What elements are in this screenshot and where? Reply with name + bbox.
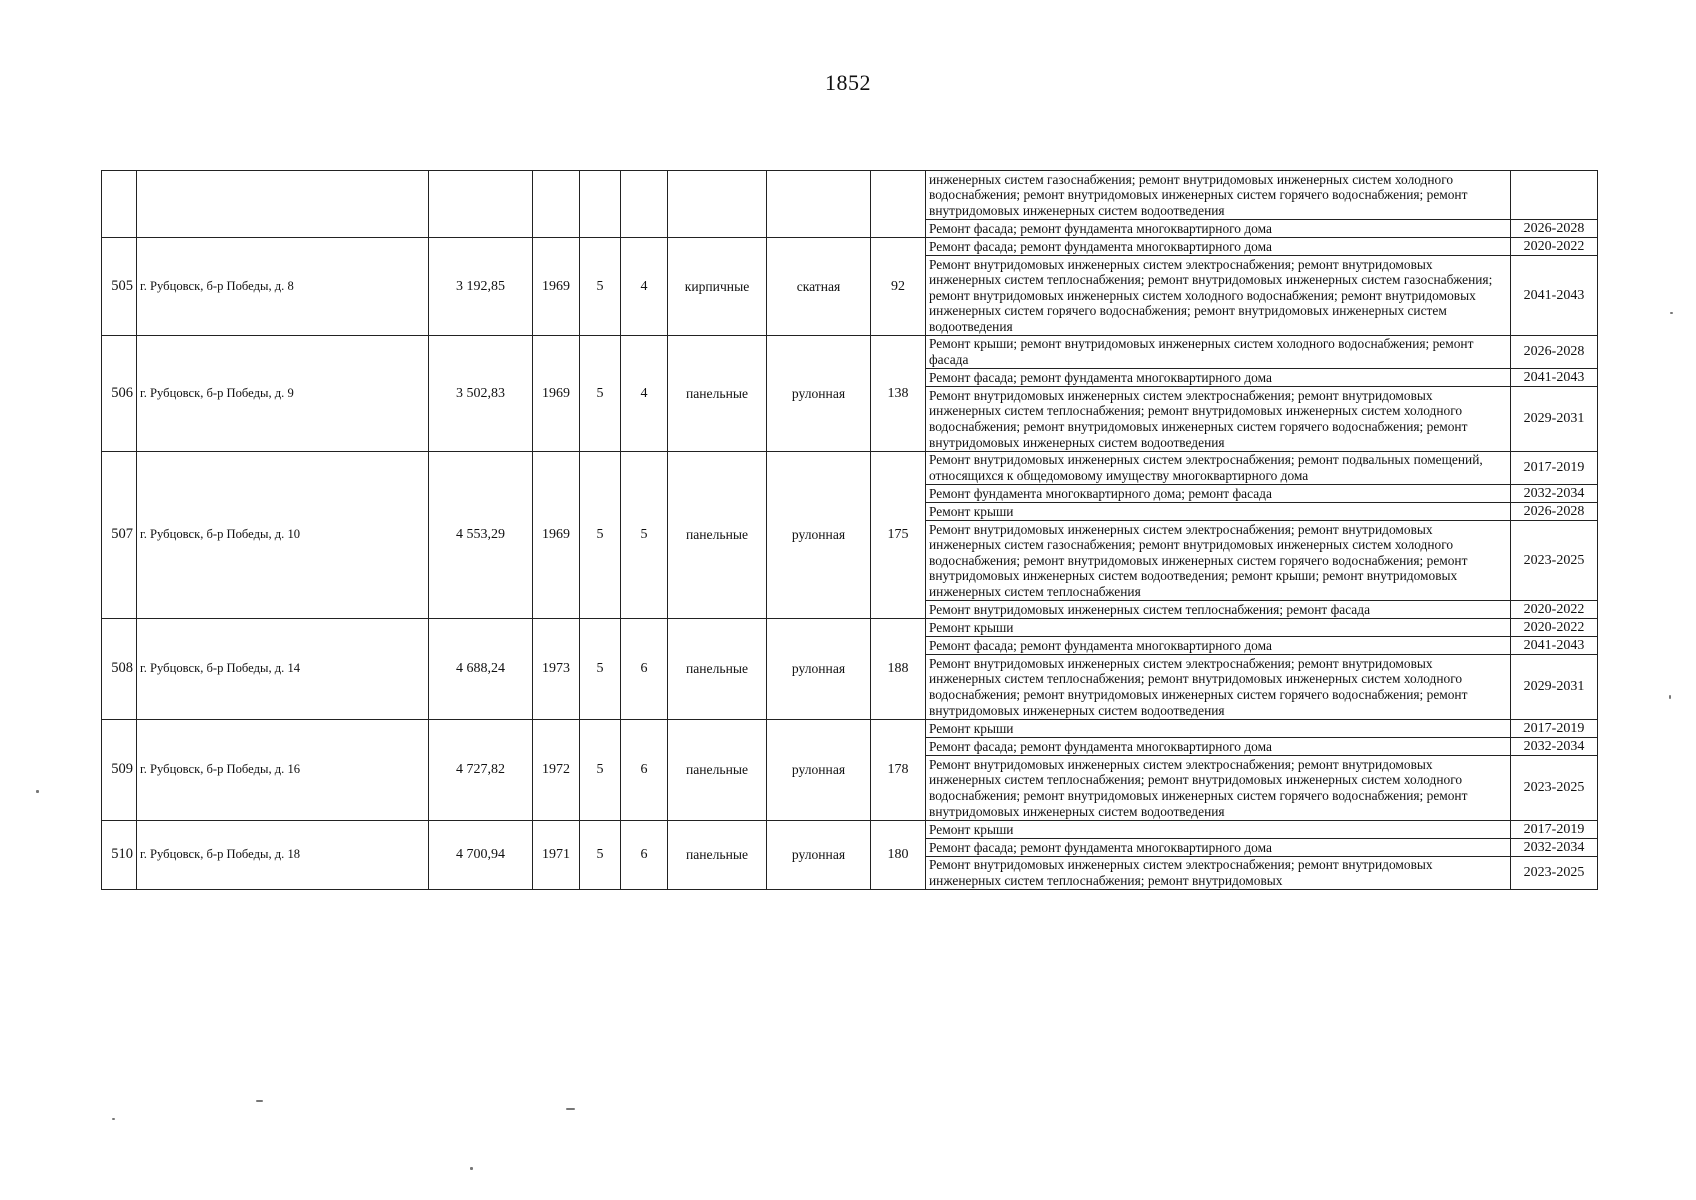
entrances-cell: 6 <box>621 619 668 720</box>
works-cell: Ремонт внутридомовых инженерных систем электроснабжения; ремонт внутридомовых инженерных систем теплоснабжения; ремонт внутридомовых инженерных систем холодного водоснабжения; ремонт внутридомовых инженерных систем горячего водоснабжения; ремонт внутридомовых инженерных систем водоотведения <box>926 655 1511 720</box>
floors-cell: 5 <box>580 720 621 821</box>
residents-cell: 175 <box>871 452 926 619</box>
address-cell: г. Рубцовск, б-р Победы, д. 14 <box>137 619 429 720</box>
table-row <box>102 171 1598 220</box>
year-cell: 1973 <box>533 619 580 720</box>
works-cell: Ремонт внутридомовых инженерных систем электроснабжения; ремонт внутридомовых инженерных систем теплоснабжения; ремонт внутридомовых инженерных систем газоснабжения; ремонт внутридомовых инженерных систем холодного водоснабжения; ремонт внутридомовых инженерных систем горячего водоснабжения; ремонт внутридомовых инженерных систем водоотведения <box>926 256 1511 336</box>
year-cell: 1971 <box>533 821 580 890</box>
works-cell: Ремонт внутридомовых инженерных систем электроснабжения; ремонт подвальных помещений, относящихся к общедомовому имуществу многоквартирного дома <box>926 452 1511 485</box>
table-row <box>102 452 1598 485</box>
year-cell: 1969 <box>533 238 580 336</box>
row-number: 509 <box>102 720 137 821</box>
table-row <box>102 821 1598 839</box>
wall-material-cell: панельные <box>668 720 767 821</box>
area-cell: 4 700,94 <box>429 821 533 890</box>
entrances-cell: 4 <box>621 238 668 336</box>
works-cell: Ремонт крыши <box>926 821 1511 839</box>
period-cell: 2032-2034 <box>1511 839 1598 857</box>
period-cell: 2023-2025 <box>1511 756 1598 821</box>
empty-cell <box>871 171 926 238</box>
period-cell: 2026-2028 <box>1511 336 1598 369</box>
entrances-cell: 4 <box>621 336 668 452</box>
empty-cell <box>102 171 137 238</box>
row-number: 507 <box>102 452 137 619</box>
works-cell: инженерных систем газоснабжения; ремонт внутридомовых инженерных систем холодного водоснабжения; ремонт внутридомовых инженерных систем горячего водоснабжения; ремонт внутридомовых инженерных систем водоотведения <box>926 171 1511 220</box>
wall-material-cell: панельные <box>668 452 767 619</box>
period-cell: 2041-2043 <box>1511 637 1598 655</box>
address-cell: г. Рубцовск, б-р Победы, д. 9 <box>137 336 429 452</box>
period-cell: 2020-2022 <box>1511 619 1598 637</box>
page-number: 1852 <box>825 70 871 95</box>
scan-speck <box>112 1118 115 1120</box>
table-row <box>102 238 1598 256</box>
works-cell: Ремонт крыши <box>926 720 1511 738</box>
area-cell: 4 688,24 <box>429 619 533 720</box>
works-cell: Ремонт внутридомовых инженерных систем электроснабжения; ремонт внутридомовых инженерных систем теплоснабжения; ремонт внутридомовых инженерных систем холодного водоснабжения; ремонт внутридомовых инженерных систем горячего водоснабжения; ремонт внутридомовых инженерных систем водоотведения <box>926 387 1511 452</box>
wall-material-cell: панельные <box>668 821 767 890</box>
period-cell: 2020-2022 <box>1511 238 1598 256</box>
residents-cell: 92 <box>871 238 926 336</box>
scan-speck <box>566 1108 575 1110</box>
wall-material-cell: панельные <box>668 619 767 720</box>
scan-speck <box>470 1167 473 1170</box>
area-cell: 4 553,29 <box>429 452 533 619</box>
area-cell: 3 502,83 <box>429 336 533 452</box>
address-cell: г. Рубцовск, б-р Победы, д. 16 <box>137 720 429 821</box>
year-cell: 1969 <box>533 336 580 452</box>
empty-cell <box>137 171 429 238</box>
scan-speck <box>256 1100 263 1102</box>
works-cell: Ремонт внутридомовых инженерных систем электроснабжения; ремонт внутридомовых инженерных систем теплоснабжения; ремонт внутридомовых <box>926 857 1511 890</box>
period-cell: 2029-2031 <box>1511 387 1598 452</box>
roof-type-cell: рулонная <box>767 452 871 619</box>
entrances-cell: 6 <box>621 821 668 890</box>
period-cell: 2032-2034 <box>1511 485 1598 503</box>
period-cell: 2026-2028 <box>1511 220 1598 238</box>
residents-cell: 180 <box>871 821 926 890</box>
floors-cell: 5 <box>580 336 621 452</box>
area-cell: 3 192,85 <box>429 238 533 336</box>
address-cell: г. Рубцовск, б-р Победы, д. 18 <box>137 821 429 890</box>
area-cell: 4 727,82 <box>429 720 533 821</box>
wall-material-cell: панельные <box>668 336 767 452</box>
floors-cell: 5 <box>580 619 621 720</box>
empty-cell <box>429 171 533 238</box>
works-cell: Ремонт фасада; ремонт фундамента многоквартирного дома <box>926 369 1511 387</box>
residents-cell: 188 <box>871 619 926 720</box>
empty-cell <box>580 171 621 238</box>
row-number: 510 <box>102 821 137 890</box>
year-cell: 1972 <box>533 720 580 821</box>
roof-type-cell: рулонная <box>767 619 871 720</box>
roof-type-cell: рулонная <box>767 821 871 890</box>
address-cell: г. Рубцовск, б-р Победы, д. 8 <box>137 238 429 336</box>
period-cell: 2020-2022 <box>1511 601 1598 619</box>
works-cell: Ремонт фасада; ремонт фундамента многоквартирного дома <box>926 839 1511 857</box>
works-cell: Ремонт фасада; ремонт фундамента многоквартирного дома <box>926 220 1511 238</box>
works-cell: Ремонт фасада; ремонт фундамента многоквартирного дома <box>926 238 1511 256</box>
period-cell: 2023-2025 <box>1511 857 1598 890</box>
row-number: 506 <box>102 336 137 452</box>
works-cell: Ремонт внутридомовых инженерных систем теплоснабжения; ремонт фасада <box>926 601 1511 619</box>
roof-type-cell: рулонная <box>767 336 871 452</box>
table-row <box>102 619 1598 637</box>
period-cell: 2041-2043 <box>1511 369 1598 387</box>
period-cell: 2017-2019 <box>1511 452 1598 485</box>
residents-cell: 178 <box>871 720 926 821</box>
works-cell: Ремонт внутридомовых инженерных систем электроснабжения; ремонт внутридомовых инженерных систем теплоснабжения; ремонт внутридомовых инженерных систем холодного водоснабжения; ремонт внутридомовых инженерных систем горячего водоснабжения; ремонт внутридомовых инженерных систем водоотведения <box>926 756 1511 821</box>
scan-speck <box>1669 695 1671 699</box>
roof-type-cell: скатная <box>767 238 871 336</box>
period-cell <box>1511 171 1598 220</box>
residents-cell: 138 <box>871 336 926 452</box>
works-cell: Ремонт фасада; ремонт фундамента многоквартирного дома <box>926 738 1511 756</box>
works-cell: Ремонт фундамента многоквартирного дома; ремонт фасада <box>926 485 1511 503</box>
scan-speck <box>36 790 39 793</box>
period-cell: 2032-2034 <box>1511 738 1598 756</box>
wall-material-cell: кирпичные <box>668 238 767 336</box>
scan-speck <box>1670 312 1673 314</box>
works-cell: Ремонт фасада; ремонт фундамента многоквартирного дома <box>926 637 1511 655</box>
address-cell: г. Рубцовск, б-р Победы, д. 10 <box>137 452 429 619</box>
empty-cell <box>533 171 580 238</box>
row-number: 505 <box>102 238 137 336</box>
period-cell: 2029-2031 <box>1511 655 1598 720</box>
floors-cell: 5 <box>580 821 621 890</box>
period-cell: 2017-2019 <box>1511 821 1598 839</box>
entrances-cell: 5 <box>621 452 668 619</box>
floors-cell: 5 <box>580 238 621 336</box>
works-cell: Ремонт крыши; ремонт внутридомовых инженерных систем холодного водоснабжения; ремонт фасада <box>926 336 1511 369</box>
period-cell: 2023-2025 <box>1511 521 1598 601</box>
table-body <box>102 171 1598 890</box>
period-cell: 2017-2019 <box>1511 720 1598 738</box>
table-row <box>102 336 1598 369</box>
works-cell: Ремонт внутридомовых инженерных систем электроснабжения; ремонт внутридомовых инженерных систем газоснабжения; ремонт внутридомовых инженерных систем холодного водоснабжения; ремонт внутридомовых инженерных систем горячего водоснабжения; ремонт внутридомовых инженерных систем водоотведения; ремонт крыши; ремонт внутридомовых инженерных систем теплоснабжения <box>926 521 1511 601</box>
period-cell: 2041-2043 <box>1511 256 1598 336</box>
roof-type-cell: рулонная <box>767 720 871 821</box>
year-cell: 1969 <box>533 452 580 619</box>
empty-cell <box>767 171 871 238</box>
floors-cell: 5 <box>580 452 621 619</box>
empty-cell <box>668 171 767 238</box>
housing-repair-table <box>101 170 1598 890</box>
empty-cell <box>621 171 668 238</box>
entrances-cell: 6 <box>621 720 668 821</box>
table-row <box>102 720 1598 738</box>
works-cell: Ремонт крыши <box>926 503 1511 521</box>
row-number: 508 <box>102 619 137 720</box>
works-cell: Ремонт крыши <box>926 619 1511 637</box>
period-cell: 2026-2028 <box>1511 503 1598 521</box>
